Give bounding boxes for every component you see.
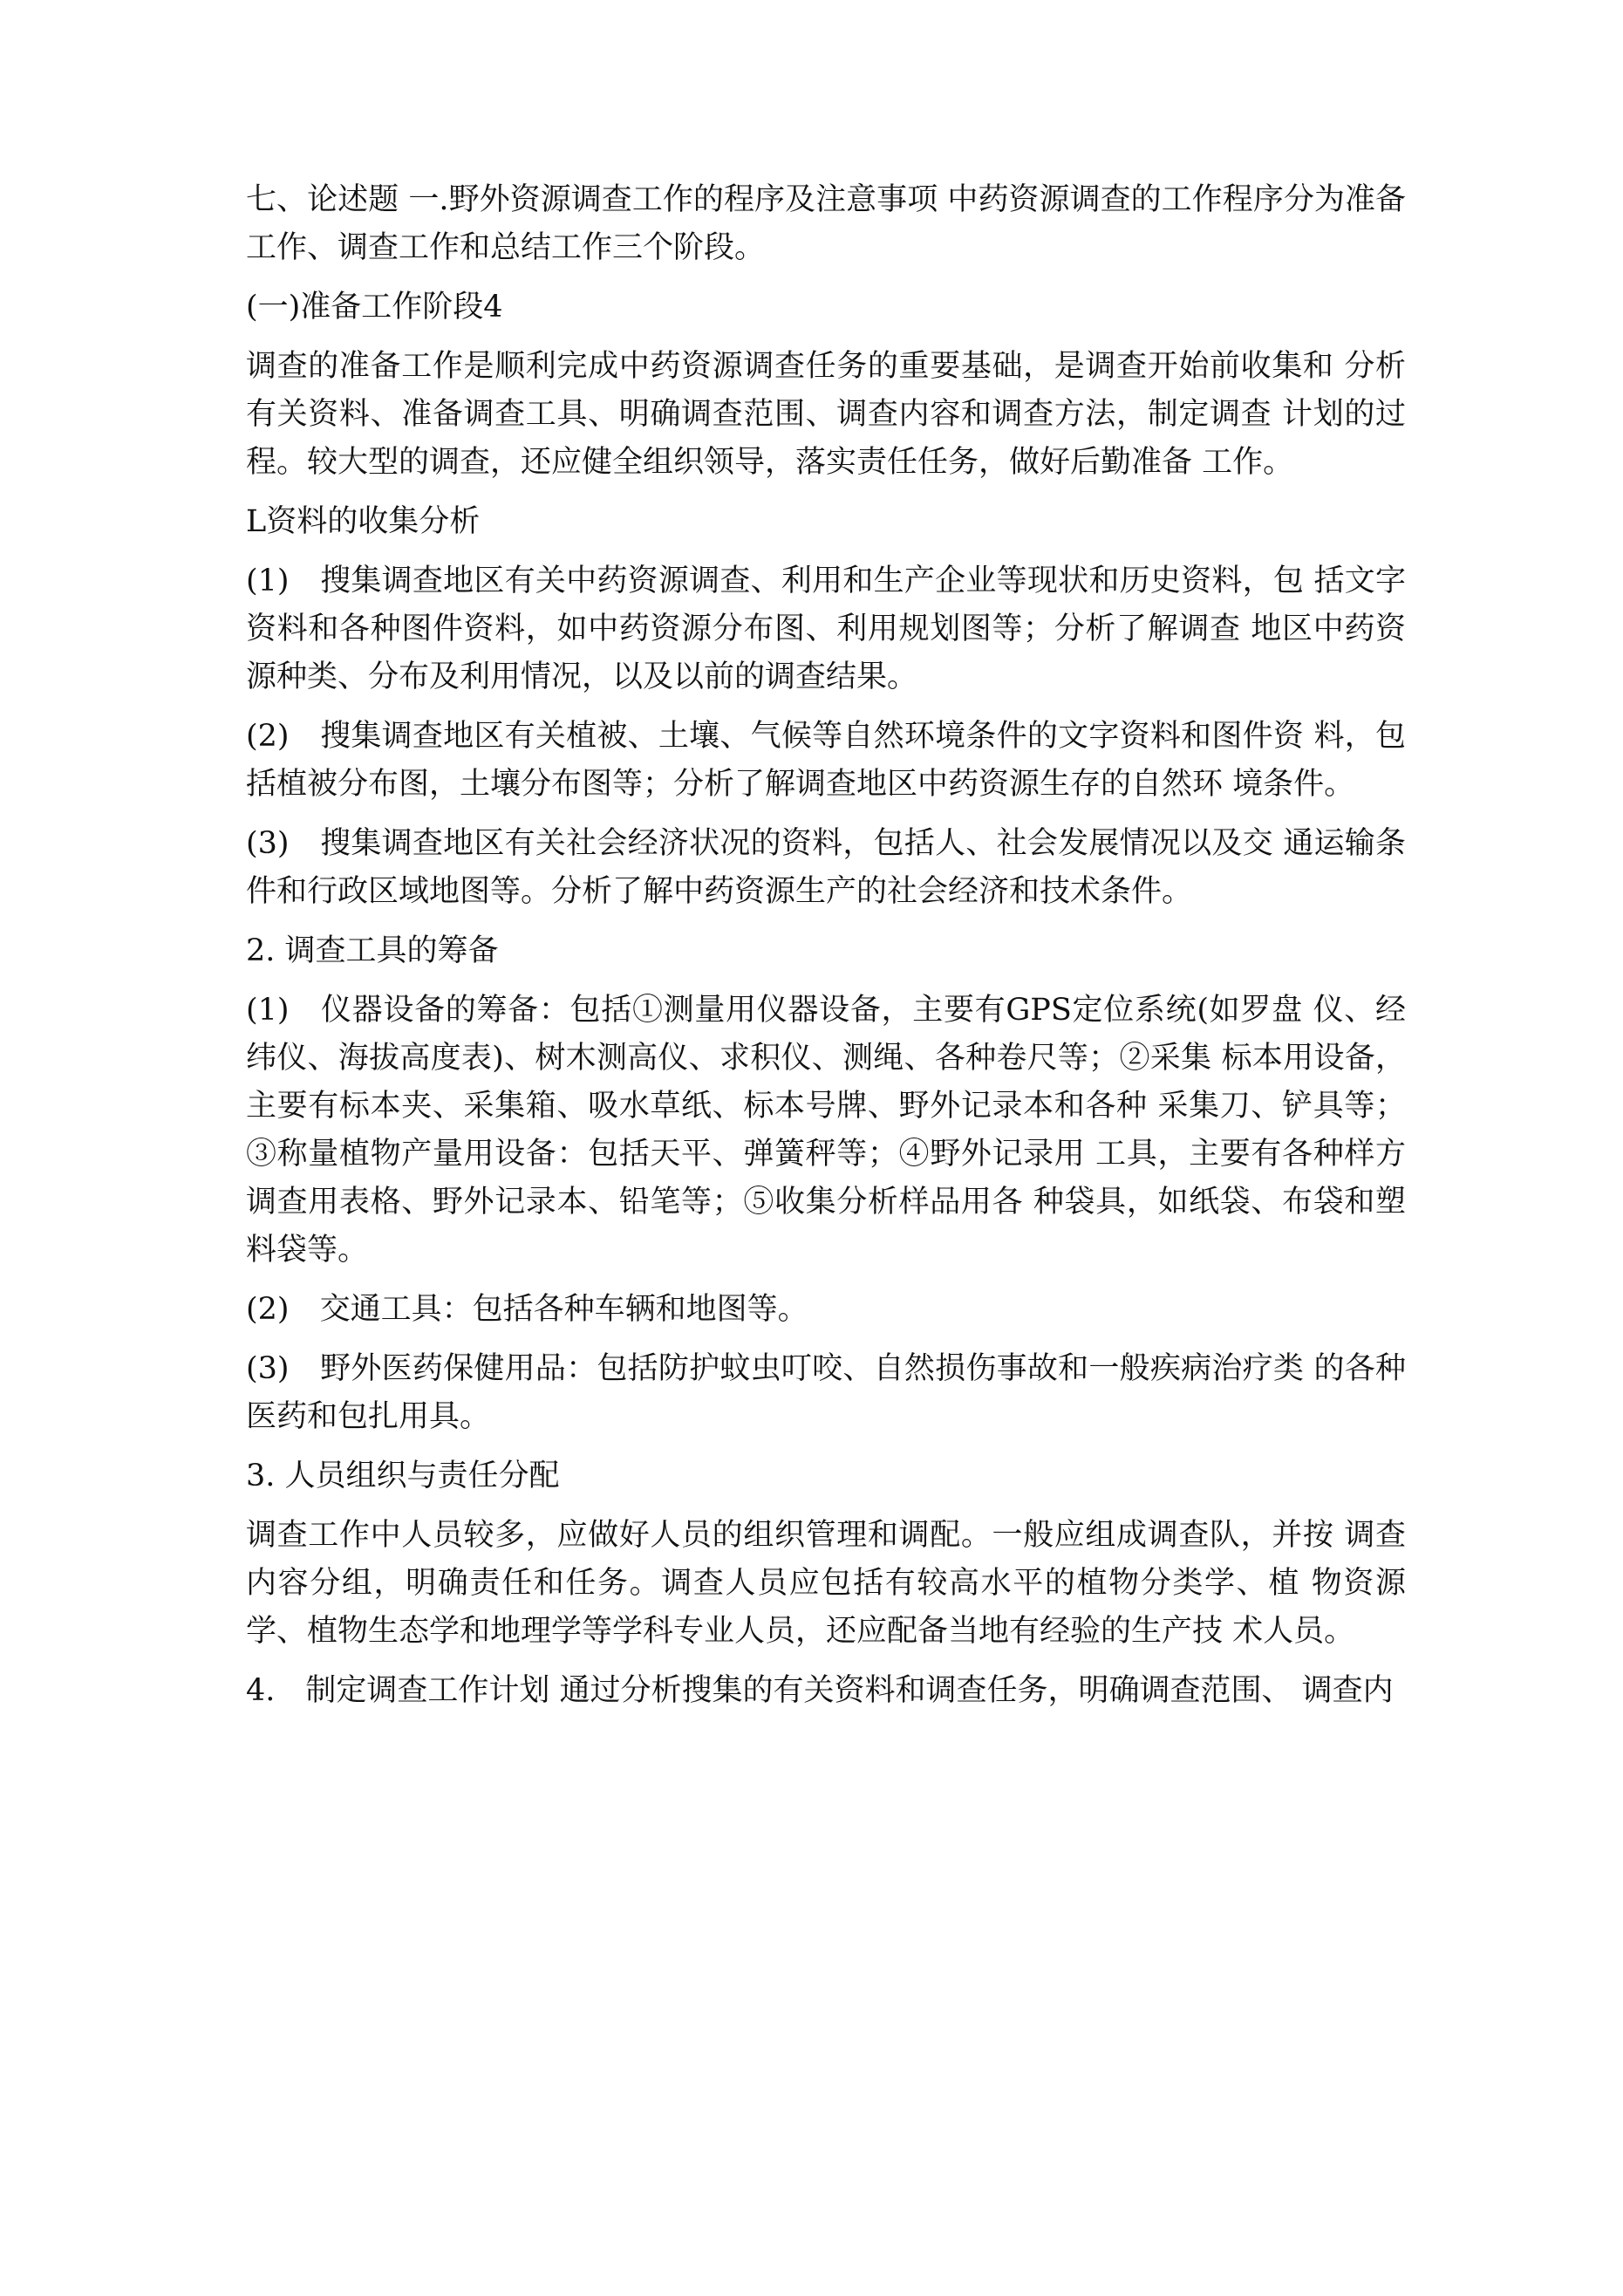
document-body <box>246 176 1406 1726</box>
subheading-tools: 2. 调查工具的筹备 <box>246 933 499 968</box>
section-heading-preparation: (一)准备工作阶段4 <box>246 290 503 325</box>
tools-item-2: (2) 交通工具：包括各种车辆和地图等。 <box>246 1292 808 1327</box>
list-item-1: (1) 搜集调查地区有关中药资源调查、利用和生产企业等现状和历史资料，包 括文字资料和各种图件资料，如中药资源分布图、利用规划图等；分析了解调查 地区中药资源种类、分布及利用情况，以及以前的调查结果。 <box>246 564 1406 694</box>
subheading-data-collection: L资料的收集分析 <box>246 504 481 539</box>
list-item-3: (3) 搜集调查地区有关社会经济状况的资料，包括人、社会发展情况以及交 通运输条件和行政区域地图等。分析了解中药资源生产的社会经济和技术条件。 <box>246 826 1406 909</box>
intro-paragraph: 七、论述题 一.野外资源调查工作的程序及注意事项 中药资源调查的工作程序分为准备工作、调查工作和总结工作三个阶段。 <box>246 182 1406 265</box>
tools-item-1: (1) 仪器设备的筹备：包括①测量用仪器设备，主要有GPS定位系统(如罗盘 仪、经纬仪、海拔高度表)、树木测高仪、求积仪、测绳、各种卷尺等；②采集 标本用设备，主要有标本夹、采集箱、吸水草纸、标本号牌、野外记录本和各种 采集刀、铲具等；③称量植物产量用设备：包括天平、弹簧秤等；④野外记录用 工具，主要有各种样方调查用表格、野外记录本、铅笔等；⑤收集分析样品用各 种袋具，如纸袋、布袋和塑料袋等。 <box>246 993 1406 1268</box>
personnel-paragraph: 调查工作中人员较多，应做好人员的组织管理和调配。一般应组成调查队，并按 调查内容分组，明确责任和任务。调查人员应包括有较高水平的植物分类学、植 物资源学、植物生态学和地理学等学科专业人员，还应配备当地有经验的生产技 术人员。 <box>246 1518 1406 1649</box>
list-item-2: (2) 搜集调查地区有关植被、土壤、气候等自然环境条件的文字资料和图件资 料，包括植被分布图，土壤分布图等；分析了解调查地区中药资源生存的自然环 境条件。 <box>246 719 1406 802</box>
tools-item-3: (3) 野外医药保健用品：包括防护蚊虫叮咬、自然损伤事故和一般疾病治疗类 的各种医药和包扎用具。 <box>246 1351 1406 1434</box>
plan-paragraph: 4. 制定调查工作计划 通过分析搜集的有关资料和调查任务，明确调查范围、 调查内 <box>246 1673 1394 1708</box>
preparation-paragraph: 调查的准备工作是顺利完成中药资源调查任务的重要基础，是调查开始前收集和 分析有关资料、准备调查工具、明确调查范围、调查内容和调查方法，制定调查 计划的过程。较大型的调查，还应健全组织领导，落实责任任务，做好后勤准备 工作。 <box>246 349 1406 480</box>
subheading-personnel: 3. 人员组织与责任分配 <box>246 1459 560 1493</box>
